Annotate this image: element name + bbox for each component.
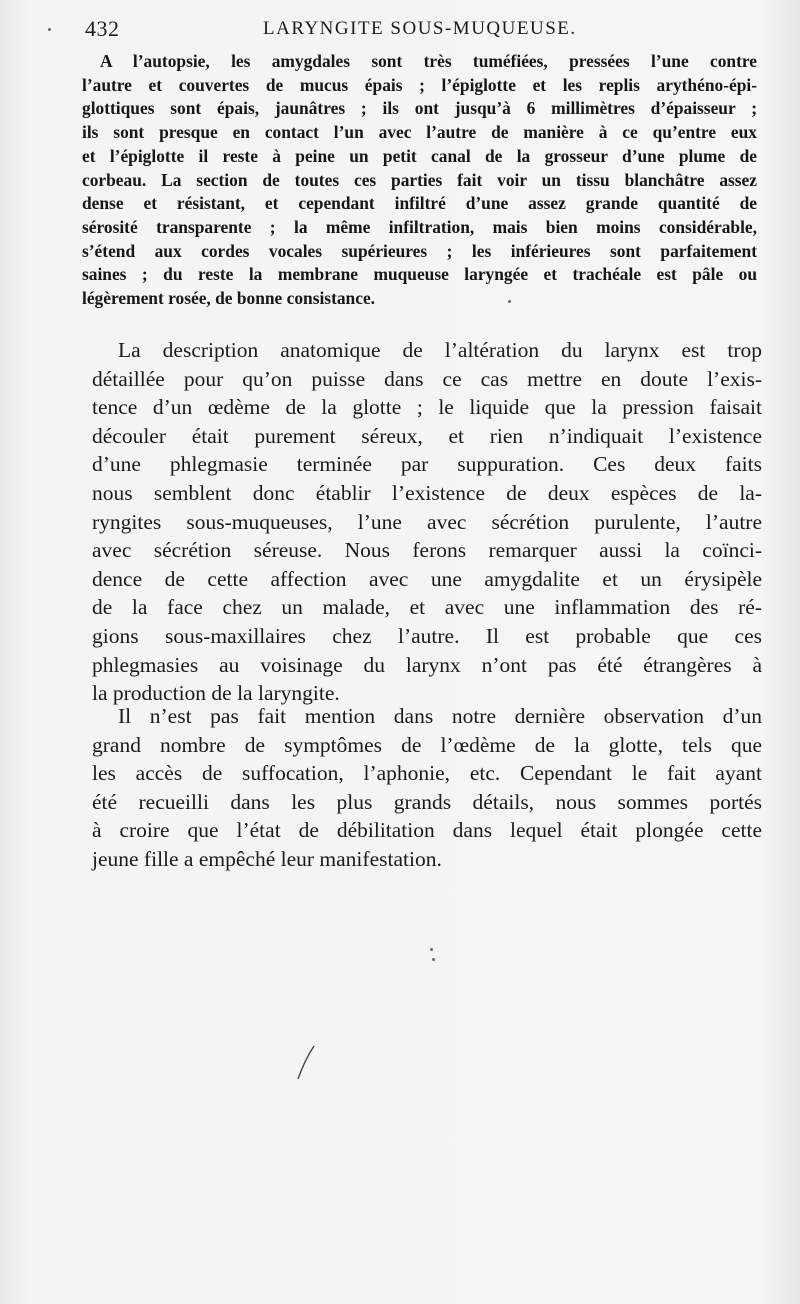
text-line: avec sécrétion séreuse. Nous ferons remarquer aussi la coïnci-: [92, 538, 762, 563]
running-head: LARYNGITE SOUS-MUQUEUSE.: [263, 18, 577, 39]
text-line: d’une phlegmasie terminée par suppuration. Ces deux faits: [92, 452, 762, 477]
text-line: ils sont presque en contact l’un avec l’autre de manière à ce qu’entre eux: [82, 122, 757, 143]
text-line: corbeau. La section de toutes ces parties fait voir un tissu blanchâtre assez: [82, 169, 757, 190]
text-line: à croire que l’état de débilitation dans lequel était plongée cette: [92, 818, 762, 843]
text-line: jeune fille a empêché leur manifestation.: [92, 846, 442, 871]
text-line: sérosité transparente ; la même infiltration, mais bien moins considérable,: [82, 216, 757, 237]
text-line: les accès de suffocation, l’aphonie, etc. Cependant le fait ayant: [92, 761, 762, 786]
text-line: glottiques sont épais, jaunâtres ; ils ont jusqu’à 6 millimètres d’épaisseur ;: [82, 98, 757, 119]
text-line: légèrement rosée, de bonne consistance.: [82, 288, 376, 309]
text-line: tence d’un œdème de la glotte ; le liquide que la pression faisait: [92, 395, 762, 420]
text-line: nous semblent donc établir l’existence de deux espèces de la-: [92, 480, 762, 505]
speck: [432, 958, 435, 961]
text-line: et l’épiglotte il reste à peine un petit canal de la grosseur d’une plume de: [82, 145, 757, 166]
text-line: ryngites sous-muqueuses, l’une avec sécrétion purulente, l’autre: [92, 509, 762, 534]
speck: [430, 948, 433, 951]
paragraph-symptoms: [92, 702, 762, 874]
text-line: saines ; du reste la membrane muqueuse laryngée et trachéale est pâle ou: [82, 264, 757, 285]
text-line: Il n’est pas fait mention dans notre dernière observation d’un: [118, 704, 762, 728]
page-number: 432: [85, 16, 120, 41]
text-line: la production de la laryngite.: [92, 681, 340, 706]
speck: [508, 300, 511, 303]
text-line: détaillée pour qu’on puisse dans ce cas mettre en doute l’exis-: [92, 366, 762, 391]
text-line: dence de cette affection avec une amygdalite et un érysipèle: [92, 566, 762, 591]
pencil-mark: [296, 1045, 316, 1081]
text-line: gions sous-maxillaires chez l’autre. Il est probable que ces: [92, 623, 762, 648]
text-line: La description anatomique de l’altération du larynx est trop: [118, 338, 762, 362]
page-header: [85, 16, 765, 48]
speck: [48, 28, 51, 31]
autopsy-observation: [82, 50, 757, 311]
text-line: découler était purement séreux, et rien n’indiquait l’existence: [92, 423, 762, 448]
text-line: été recueilli dans les plus grands détails, nous sommes portés: [92, 789, 762, 814]
text-line: s’étend aux cordes vocales supérieures ; les inférieures sont parfaitement: [82, 240, 757, 261]
text-line: l’autre et couvertes de mucus épais ; l’épiglotte et les replis arythéno-épi-: [82, 74, 757, 95]
text-line: dense et résistant, et cependant infiltré d’une assez grande quantité de: [82, 193, 757, 214]
text-line: de la face chez un malade, et avec une inflammation des ré-: [92, 595, 762, 620]
text-line: A l’autopsie, les amygdales sont très tuméfiées, pressées l’une contre: [100, 51, 757, 71]
text-line: phlegmasies au voisinage du larynx n’ont pas été étrangères à: [92, 652, 762, 677]
paragraph-anatomical-description: [92, 336, 762, 708]
text-line: grand nombre de symptômes de l’œdème de la glotte, tels que: [92, 732, 762, 757]
